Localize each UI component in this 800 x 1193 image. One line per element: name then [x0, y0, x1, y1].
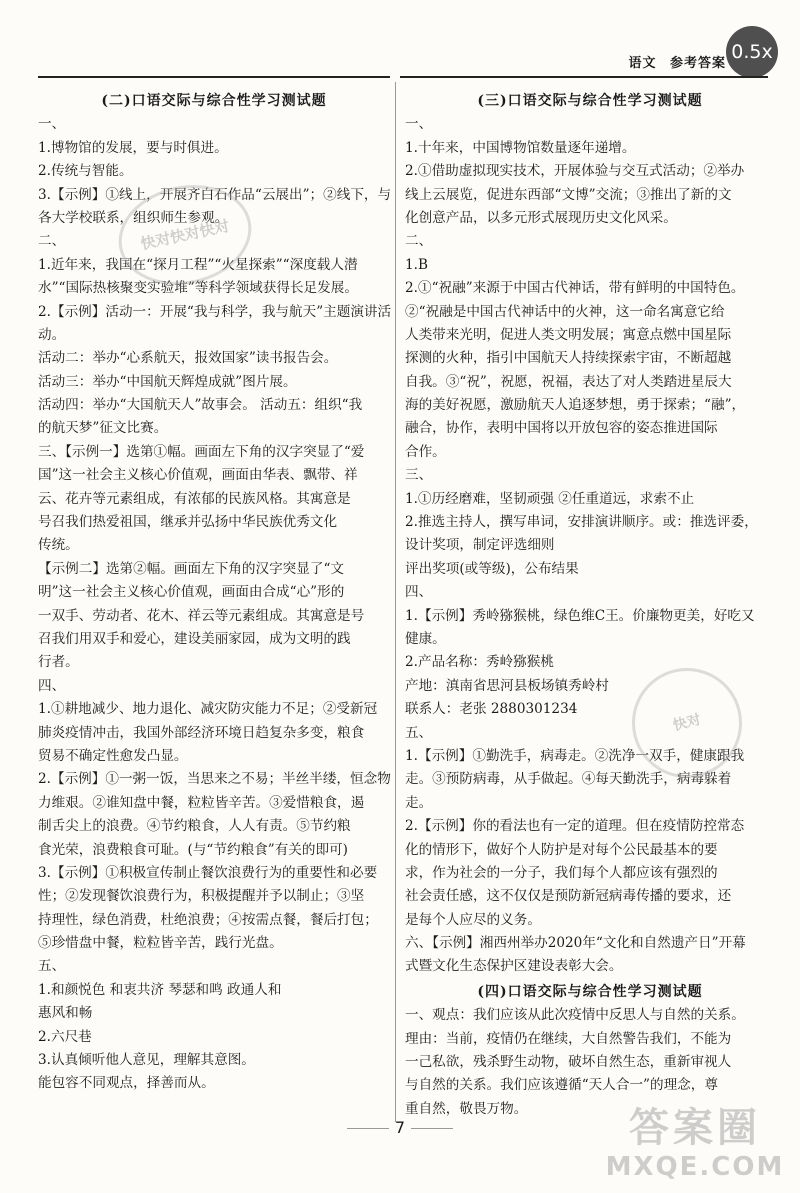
answer-line: 性；②发现餐饮浪费行为，积极提醒并予以制止；③坚: [38, 888, 365, 905]
answer-line: 化的情形下，做好个人防护是对每个公民最基本的要: [405, 841, 718, 858]
answer-line: 社会责任感，这不仅仅是预防新冠病毒传播的要求，还: [405, 888, 732, 905]
subject-label: 语文: [628, 56, 657, 71]
answer-line: 贸易不确定性愈发凸显。: [38, 747, 188, 764]
section-title: (四)口语交际与综合性学习测试题: [477, 983, 703, 1000]
answer-line: 能包容不同观点，择善而从。: [38, 1075, 215, 1092]
answer-line: 融合，协作，表明中国将以开放包容的姿态推进国际: [405, 420, 718, 437]
answer-line: 五、: [405, 724, 433, 741]
answer-line: 六、【示例】湘西州举办2020年“文化和自然遗产日”开幕: [405, 935, 746, 952]
answer-line: 与自然的关系。我们应该遵循“天人合一”的理念，尊: [405, 1077, 718, 1094]
answer-line: 1.【示例】①勤洗手，病毒走。②洗净一双手，健康跟我: [405, 747, 745, 764]
answer-line: 是每个人应尽的义务。: [405, 911, 541, 928]
zoom-level-button[interactable]: 0.5x: [726, 26, 778, 78]
answer-line: 【示例二】选第②幅。画面左下角的汉字突显了“文: [38, 560, 345, 577]
watermark-logo-text: 答案圈: [629, 1105, 761, 1151]
answer-line: 力维艰。②谁知盘中餐，粒粒皆辛苦。③爱惜粮食，遏: [38, 794, 365, 811]
answer-line: 国”这一社会主义核心价值观，画面由华表、飘带、祥: [38, 467, 358, 484]
answer-line: 1.①耕地减少、地力退化、减灾防灾能力不足；②受新冠: [38, 701, 378, 718]
answer-line: 走。③预防病毒，从手做起。④每天勤洗手，病毒躲着: [405, 771, 732, 788]
running-header: [620, 52, 726, 71]
column-divider: [395, 82, 396, 1122]
answer-line: 联系人：老张 2880301234: [405, 701, 578, 718]
watermark-url-text: MXQE.COM: [605, 1152, 785, 1182]
answer-line: 三、: [405, 467, 433, 484]
answer-line: 1.和颜悦色 和衷共济 琴瑟和鸣 政通人和: [38, 981, 282, 998]
answer-line: 1.B: [405, 256, 428, 273]
answer-line: 3.【示例】①线上，开展齐白石作品“云展出”；②线下，与: [38, 186, 392, 203]
answer-line: 一、: [38, 116, 66, 133]
answer-line: 3.【示例】①积极宣传制止餐饮浪费行为的重要性和必要: [38, 864, 378, 881]
section-title: (二)口语交际与综合性学习测试题: [101, 93, 327, 109]
answer-line: 1.近年来，我国在“探月工程”“火星探索”“深度载人潜: [38, 256, 358, 273]
answer-line: 线上云展览，促进东西部“文博”交流；③推出了新的文: [405, 186, 732, 203]
answer-line: 2.【示例】①一粥一饭，当思来之不易；半丝半缕，恒念物: [38, 771, 391, 788]
answer-line: 活动三：举办“中国航天辉煌成就”图片展。: [38, 373, 297, 390]
answer-line: 四、: [405, 584, 433, 601]
answer-line: 惠风和畅: [38, 1005, 93, 1022]
section-label: 参考答案: [669, 56, 726, 71]
answer-line: 探测的火种，指引中国航天人持续探索宇宙，不断超越: [405, 350, 732, 367]
answer-line: 3.认真倾听他人意见，理解其意图。: [38, 1052, 255, 1069]
answer-line: 走。: [405, 794, 433, 811]
answer-line: 食光荣，浪费粮食可耻。(与“节约粮食”有关的即可): [38, 841, 348, 858]
stamp-seal-right: 快对: [620, 656, 753, 789]
answer-line: 号召我们热爱祖国，继承并弘扬中华民族优秀文化: [38, 514, 338, 531]
answer-line: 制舌尖上的浪费。④节约粮食，人人有责。⑤节约粮: [38, 818, 351, 835]
answer-line: 2.六尺巷: [38, 1028, 92, 1045]
answer-line: 三、【示例一】选第①幅。画面左下角的汉字突显了“爱: [38, 443, 365, 460]
answer-line: 式暨文化生态保护区建设表彰大会。: [405, 958, 623, 975]
header-rule-right: [400, 76, 768, 78]
answer-line: 1.博物馆的发展，要与时俱进。: [38, 139, 228, 156]
answer-line: 自我。③“祝”，祝愿，祝福，表达了对人类踏进星辰大: [405, 373, 732, 390]
answer-line: 水”“国际热核聚变实验堆”等科学领域获得长足发展。: [38, 280, 358, 297]
stamp-seal-left: 快对快对快对: [109, 173, 260, 297]
page-number: 7: [0, 1118, 800, 1137]
answer-line: 重自然，敬畏万物。: [405, 1100, 528, 1117]
answer-line: 一双手、劳动者、花木、祥云等元素组成。其寓意是号: [38, 607, 365, 624]
right-column: [405, 90, 775, 1121]
answer-line: 2.【示例】活动一：开展“我与科学，我与航天”主题演讲活: [38, 303, 392, 320]
answer-line: 召我们用双手和爱心，建设美丽家园，成为文明的践: [38, 631, 351, 647]
answer-line: 2.①“祝融”来源于中国古代神话，带有鲜明的中国特色。: [405, 280, 745, 297]
answer-line: 2.传统与智能。: [38, 163, 133, 180]
answer-line: 五、: [38, 958, 66, 975]
answer-line: 化创意产品，以多元形式展现历史文化风采。: [405, 209, 677, 226]
answer-line: 2.产品名称：秀岭猕猴桃: [405, 654, 554, 671]
answer-line: 1.①历经磨难，坚韧顽强 ②任重道远，求索不止: [405, 490, 695, 507]
site-watermark: [600, 1104, 790, 1182]
answer-line: 各大学校联系，组织师生参观。: [38, 209, 229, 226]
answer-line: 云、花卉等元素组成，有浓郁的民族风格。其寓意是: [38, 490, 351, 507]
answer-line: 动。: [38, 326, 66, 343]
answer-line: 肺炎疫情冲击，我国外部经济环境日趋复杂多变，粮食: [38, 724, 365, 741]
answer-line: 产地：滇南省思河县板场镇秀岭村: [405, 677, 609, 694]
page-header: [0, 0, 800, 76]
answer-line: ⑤珍惜盘中餐，粒粒皆辛苦，践行光盘。: [38, 935, 283, 952]
answer-line: ②“祝融是中国古代神话中的火神，这一命名寓意它给: [405, 303, 725, 320]
answer-line: 理由：当前，疫情仍在继续，大自然警告我们，不能为: [405, 1030, 732, 1047]
answer-line: 健康。: [405, 631, 446, 647]
answer-line: 1.【示例】秀岭猕猴桃，绿色维C王。价廉物更美，好吃又: [405, 607, 755, 624]
answer-line: 明”这一社会主义核心价值观，画面由合成“心”形的: [38, 584, 345, 601]
answer-line: 的航天梦”征文比赛。: [38, 420, 168, 437]
answer-line: 传统。: [38, 537, 79, 554]
answer-line: 四、: [38, 677, 66, 694]
answer-line: 活动二：举办“心系航天，报效国家”读书报告会。: [38, 350, 338, 367]
answer-line: 设计奖项，制定评选细则: [405, 537, 555, 554]
answer-line: 二、: [405, 233, 433, 250]
answer-line: 1.十年来，中国博物馆数量逐年递增。: [405, 139, 636, 156]
answer-line: 合作。: [405, 443, 446, 460]
answer-line: 行者。: [38, 654, 79, 671]
answer-line: 二、: [38, 233, 66, 250]
answer-line: 求，作为社会的一分子，我们每个人都应该有强烈的: [405, 864, 718, 881]
answer-line: 持理性，绿色消费，杜绝浪费；④按需点餐，餐后打包；: [38, 911, 378, 928]
answer-line: 一己私欲，残杀野生动物，破坏自然生态，重新审视人: [405, 1054, 732, 1071]
header-rule-left: [38, 76, 390, 78]
answer-line: 一、观点：我们应该从此次疫情中反思人与自然的关系。: [405, 1007, 745, 1024]
answer-line: 活动四：举办“大国航天人”故事会。 活动五：组织“我: [38, 397, 363, 414]
answer-line: 评出奖项(或等级)，公布结果: [405, 560, 579, 577]
answer-line: 2.【示例】你的看法也有一定的道理。但在疫情防控常态: [405, 818, 745, 835]
answer-line: 一、: [405, 116, 433, 133]
answer-line: 人类带来光明，促进人类文明发展；寓意点燃中国星际: [405, 326, 732, 343]
answer-line: 海的美好祝愿，激励航天人追逐梦想，勇于探索；“融”，: [405, 397, 746, 414]
answer-line: 2.推选主持人，撰写串词，安排演讲顺序。或：推选评委，: [405, 514, 758, 531]
answer-line: 2.①借助虚拟现实技术，开展体验与交互式活动；②举办: [405, 163, 745, 180]
section-title: (三)口语交际与综合性学习测试题: [477, 93, 703, 109]
